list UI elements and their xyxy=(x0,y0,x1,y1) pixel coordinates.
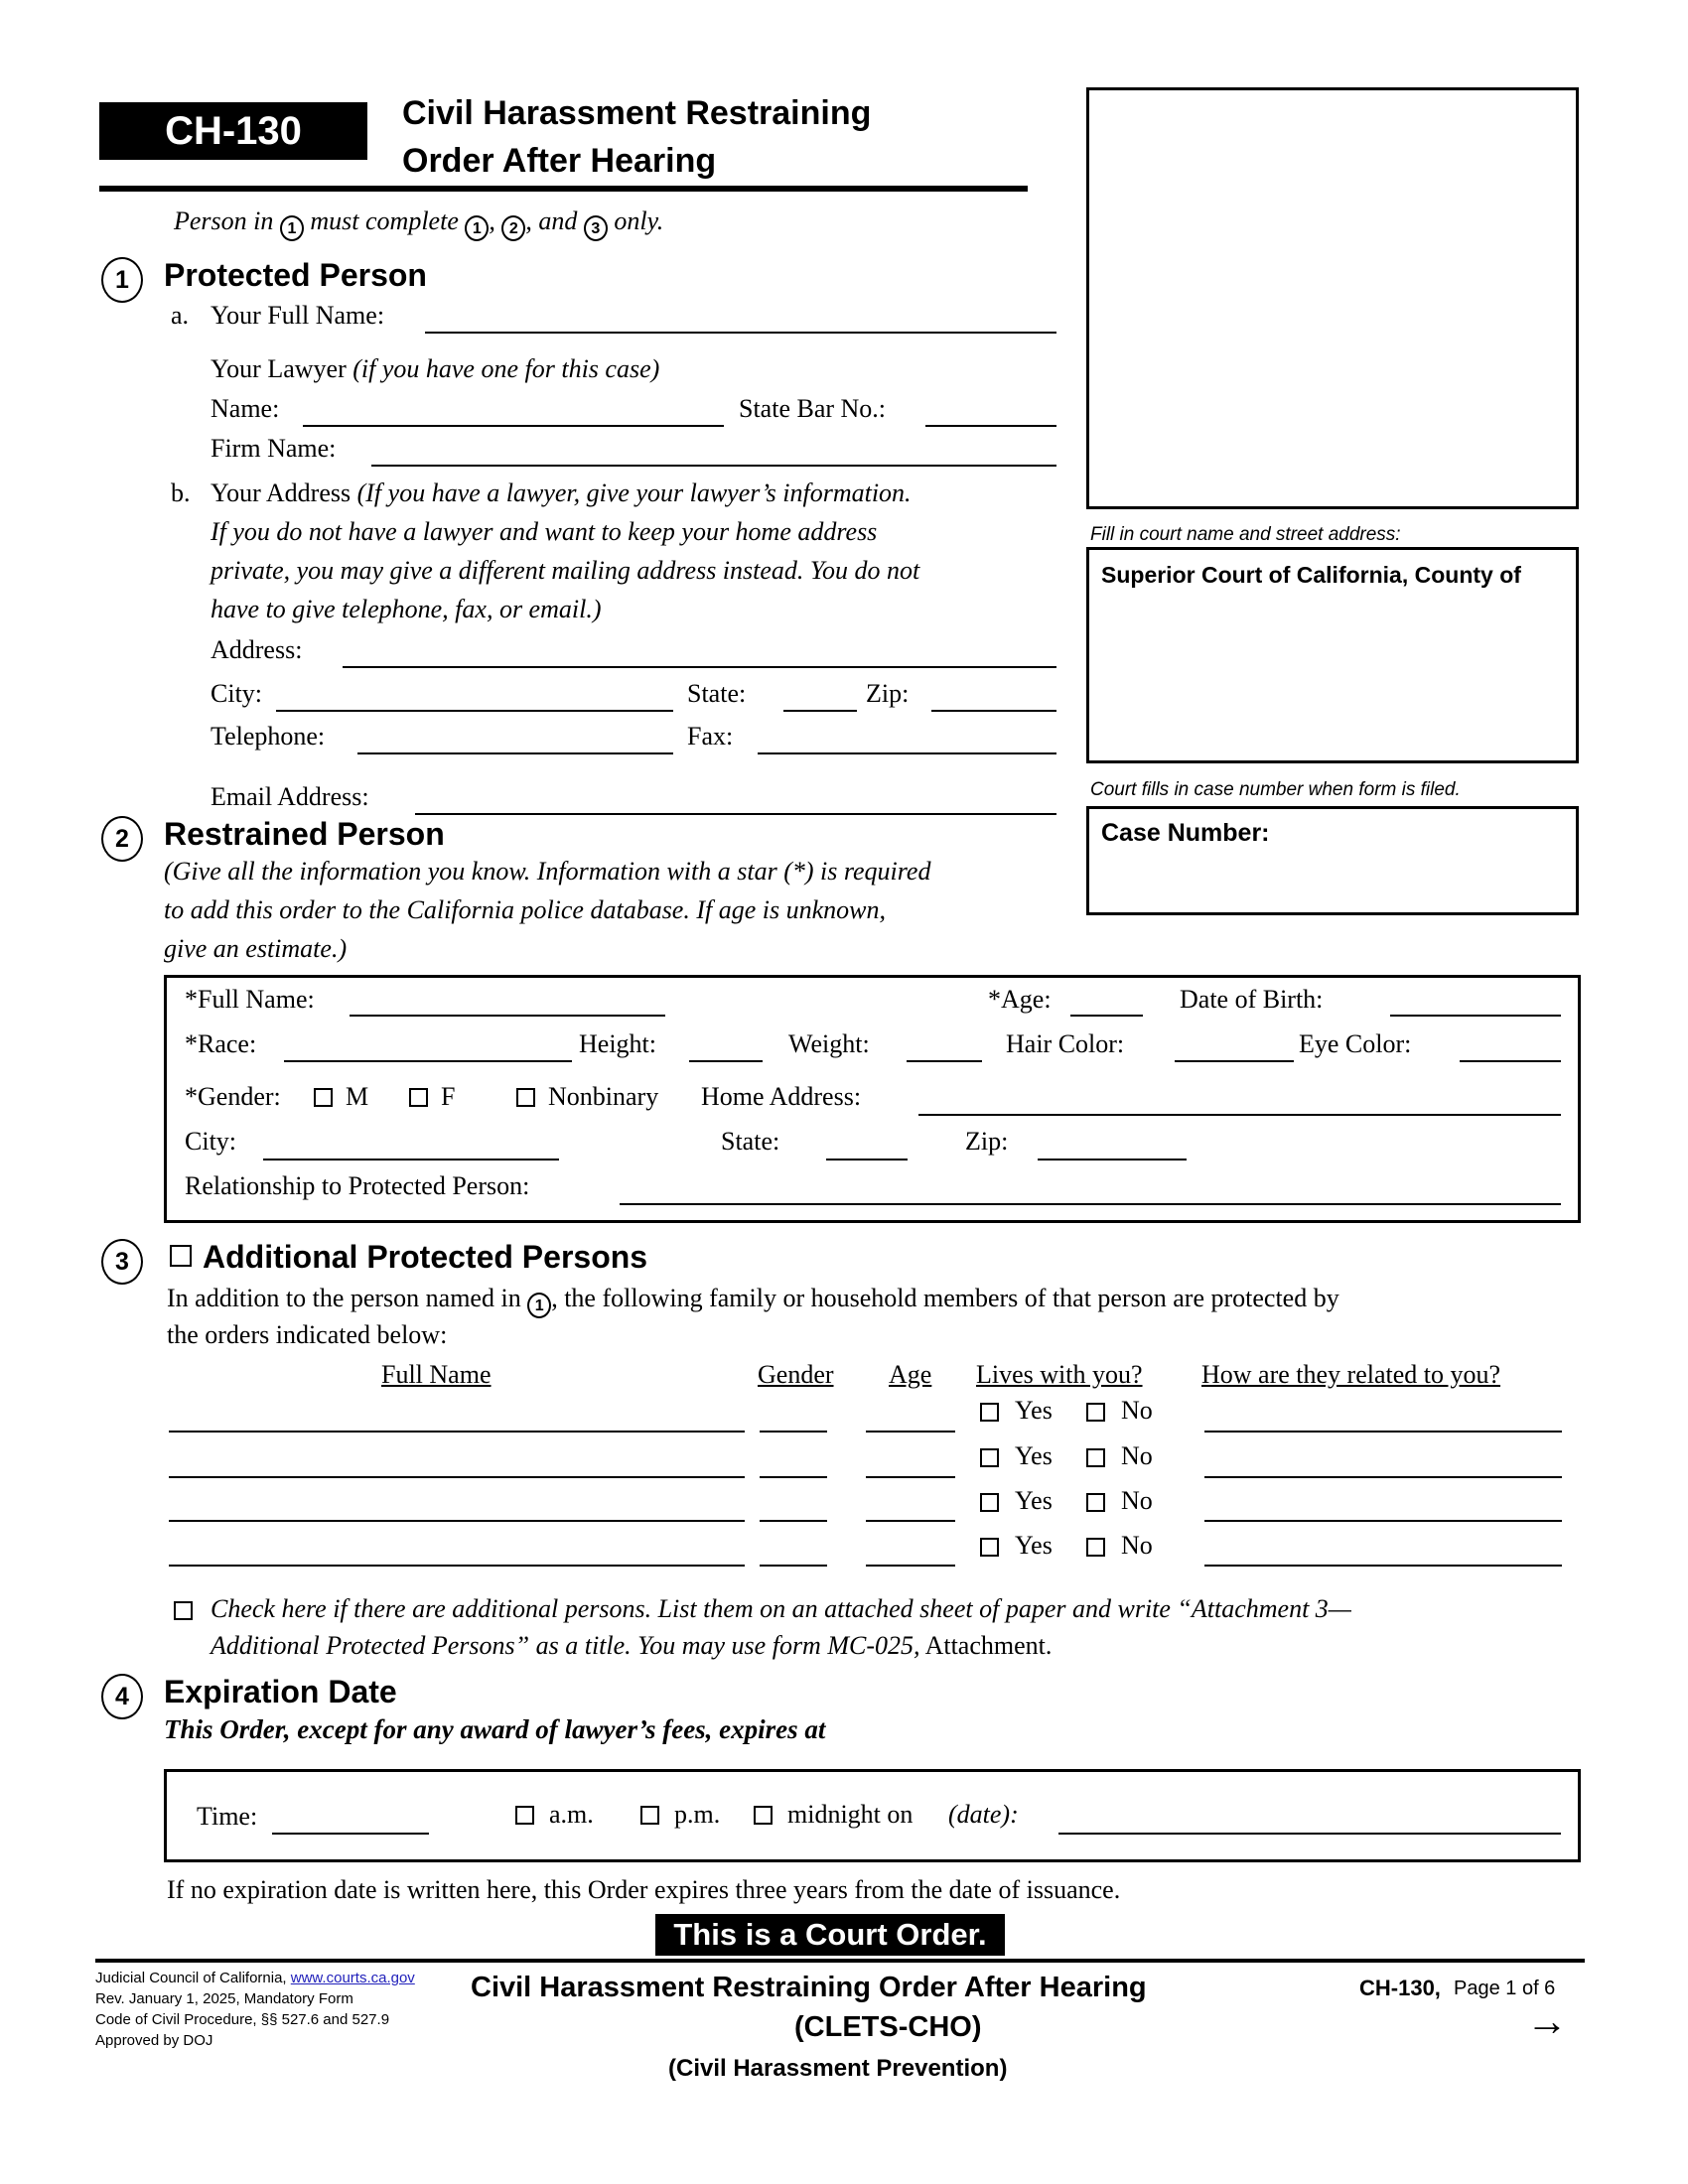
am-checkbox[interactable] xyxy=(515,1806,534,1825)
no-expiration-note: If no expiration date is written here, this Order expires three years from the date of issuance. xyxy=(167,1875,1121,1904)
header-divider xyxy=(99,186,1028,192)
footer-page-number: Page 1 of 6 xyxy=(1454,1978,1556,1999)
section-2-note-line2: to add this order to the California police database. If age is unknown, xyxy=(164,895,886,924)
restrained-hair-color-label: Hair Color: xyxy=(1006,1029,1125,1058)
row4-related-input[interactable] xyxy=(1204,1565,1562,1567)
col-header-age: Age xyxy=(889,1360,932,1389)
row1-gender-input[interactable] xyxy=(760,1431,827,1433)
zip-label: Zip: xyxy=(866,679,910,708)
pm-checkbox[interactable] xyxy=(640,1806,659,1825)
firm-name-input[interactable] xyxy=(371,465,1056,467)
circled-number-1a: 1 xyxy=(280,215,304,241)
section-3-heading: Additional Protected Persons xyxy=(203,1239,648,1275)
city-label: City: xyxy=(211,679,263,708)
address-note-line3: private, you may give a different mailing address instead. You do not xyxy=(211,556,920,585)
restrained-gender-label: *Gender: xyxy=(185,1082,281,1111)
restrained-eye-color-label: Eye Color: xyxy=(1299,1029,1412,1058)
row3-full-name-input[interactable] xyxy=(169,1520,745,1522)
restrained-weight-label: Weight: xyxy=(788,1029,870,1058)
restrained-weight-input[interactable] xyxy=(907,1060,982,1062)
court-name-box[interactable] xyxy=(1086,547,1579,763)
restrained-age-label: *Age: xyxy=(988,985,1052,1014)
restrained-height-input[interactable] xyxy=(689,1060,763,1062)
court-order-banner: This is a Court Order. xyxy=(655,1914,1005,1956)
case-number-label: Case Number: xyxy=(1101,819,1270,847)
pm-label: p.m. xyxy=(674,1800,721,1829)
row1-age-input[interactable] xyxy=(866,1431,955,1433)
state-input[interactable] xyxy=(783,710,857,712)
gender-female-label: F xyxy=(441,1082,456,1111)
lawyer-label-group xyxy=(211,354,659,384)
circled-number-1-inline: 1 xyxy=(527,1293,551,1318)
form-number-text: CH-130 xyxy=(165,109,302,153)
footer-legal-line1 xyxy=(95,1970,415,1986)
col-header-related: How are they related to you? xyxy=(1201,1360,1501,1389)
row1-lives-yes-checkbox[interactable] xyxy=(980,1403,999,1422)
email-input[interactable] xyxy=(415,813,1056,815)
address-input[interactable] xyxy=(343,666,1056,668)
row1-full-name-input[interactable] xyxy=(169,1431,745,1433)
firm-name-label: Firm Name: xyxy=(211,434,337,463)
full-name-label: Your Full Name: xyxy=(211,301,385,330)
section-4-number: 4 xyxy=(101,1674,143,1719)
circled-number-2: 2 xyxy=(501,215,525,241)
am-label: a.m. xyxy=(549,1800,594,1829)
instruction-prefix: Person in xyxy=(174,206,274,235)
restrained-state-label: State: xyxy=(721,1127,780,1156)
restrained-race-label: *Race: xyxy=(185,1029,257,1058)
expiration-time-input[interactable] xyxy=(272,1833,429,1835)
restrained-city-input[interactable] xyxy=(263,1159,559,1160)
state-bar-input[interactable] xyxy=(925,425,1056,427)
lawyer-name-label: Name: xyxy=(211,394,280,423)
restrained-home-address-label: Home Address: xyxy=(701,1082,862,1111)
footer-legal-prefix: Judicial Council of California, xyxy=(95,1970,291,1986)
case-number-note: Court fills in case number when form is filed. xyxy=(1090,779,1461,800)
page-title-line1: Civil Harassment Restraining xyxy=(402,94,872,132)
instruction-middle: must complete xyxy=(310,206,459,235)
restrained-age-input[interactable] xyxy=(1070,1015,1143,1017)
restrained-height-label: Height: xyxy=(579,1029,656,1058)
gender-female-checkbox[interactable] xyxy=(409,1088,428,1107)
instruction-line xyxy=(174,206,663,241)
row3-age-input[interactable] xyxy=(866,1520,955,1522)
state-bar-label: State Bar No.: xyxy=(739,394,887,423)
row3-gender-input[interactable] xyxy=(760,1520,827,1522)
section-3-intro-line2: the orders indicated below: xyxy=(167,1320,448,1349)
restrained-state-input[interactable] xyxy=(826,1159,908,1160)
court-name-note: Fill in court name and street address: xyxy=(1090,524,1401,545)
intro-post: , the following family or household members of that person are protected by xyxy=(551,1284,1339,1312)
gender-nonbinary-label: Nonbinary xyxy=(548,1082,659,1111)
row2-lives-yes-checkbox[interactable] xyxy=(980,1448,999,1467)
restrained-hair-color-input[interactable] xyxy=(1175,1060,1294,1062)
row2-lives-no-checkbox[interactable] xyxy=(1086,1448,1105,1467)
section-1b-marker: b. xyxy=(171,478,191,507)
row2-related-input[interactable] xyxy=(1204,1476,1562,1478)
row1-related-input[interactable] xyxy=(1204,1431,1562,1433)
section-2-note-line1: (Give all the information you know. Information with a star (*) is required xyxy=(164,857,931,886)
section-1-heading: Protected Person xyxy=(164,257,427,293)
footer-legal-line4: Approved by DOJ xyxy=(95,2032,213,2049)
row4-age-input[interactable] xyxy=(866,1565,955,1567)
next-page-arrow-icon: → xyxy=(1526,1997,1568,2044)
row2-full-name-input[interactable] xyxy=(169,1476,745,1478)
clerk-stamp-box[interactable] xyxy=(1086,87,1579,509)
full-name-input[interactable] xyxy=(425,332,1056,334)
circled-number-1b: 1 xyxy=(465,215,489,241)
state-label: State: xyxy=(687,679,747,708)
midnight-label: midnight on xyxy=(787,1800,914,1829)
row4-full-name-input[interactable] xyxy=(169,1565,745,1567)
attachment-note-line1: Check here if there are additional persons. List them on an attached sheet of paper and write “Attachment 3— xyxy=(211,1594,1351,1623)
restrained-full-name-label: *Full Name: xyxy=(185,985,315,1014)
telephone-input[interactable] xyxy=(357,752,673,754)
section-4-heading: Expiration Date xyxy=(164,1674,397,1709)
case-number-box[interactable] xyxy=(1086,806,1579,915)
row4-lives-no-checkbox[interactable] xyxy=(1086,1538,1105,1557)
col-header-full-name: Full Name xyxy=(381,1360,492,1389)
row1-yes-label: Yes xyxy=(1015,1396,1053,1425)
instruction-suffix: only. xyxy=(614,206,664,235)
footer-title-line2: (CLETS-CHO) xyxy=(794,2011,982,2043)
intro-pre: In addition to the person named in xyxy=(167,1284,521,1312)
row3-yes-label: Yes xyxy=(1015,1486,1053,1515)
row3-no-label: No xyxy=(1121,1486,1153,1515)
footer-form-number: CH-130, xyxy=(1359,1976,1441,2000)
expiration-date-input[interactable] xyxy=(1058,1833,1561,1835)
court-name-value: Superior Court of California, County of xyxy=(1101,562,1521,588)
address-note-line2: If you do not have a lawyer and want to keep your home address xyxy=(211,517,878,546)
section-4-subheading: This Order, except for any award of lawyer’s fees, expires at xyxy=(164,1714,826,1744)
fax-input[interactable] xyxy=(758,752,1056,754)
additional-protected-persons-checkbox[interactable] xyxy=(170,1245,192,1267)
row3-lives-no-checkbox[interactable] xyxy=(1086,1493,1105,1512)
restrained-home-address-input[interactable] xyxy=(918,1114,1561,1116)
row1-lives-no-checkbox[interactable] xyxy=(1086,1403,1105,1422)
instruction-and: , and xyxy=(525,206,578,235)
address-note-line4: have to give telephone, fax, or email.) xyxy=(211,595,602,623)
lawyer-name-input[interactable] xyxy=(303,425,724,427)
restrained-dob-input[interactable] xyxy=(1390,1015,1561,1017)
address-heading: Your Address (If you have a lawyer, give your lawyer’s information. xyxy=(211,478,912,507)
section-2-number: 2 xyxy=(101,816,143,862)
row4-yes-label: Yes xyxy=(1015,1531,1053,1560)
row2-age-input[interactable] xyxy=(866,1476,955,1478)
email-label: Email Address: xyxy=(211,782,369,811)
telephone-label: Telephone: xyxy=(211,722,326,751)
gender-male-label: M xyxy=(346,1082,369,1111)
attachment-note-line2 xyxy=(211,1631,1052,1661)
restrained-city-label: City: xyxy=(185,1127,237,1156)
footer-legal-line2: Rev. January 1, 2025, Mandatory Form xyxy=(95,1990,353,2007)
attachment-note-italic: Additional Protected Persons” as a title. You may use form MC-025, xyxy=(211,1631,920,1660)
restrained-dob-label: Date of Birth: xyxy=(1180,985,1324,1014)
restrained-eye-color-input[interactable] xyxy=(1460,1060,1561,1062)
lawyer-label: Your Lawyer xyxy=(211,354,347,383)
restrained-zip-label: Zip: xyxy=(965,1127,1009,1156)
form-number-badge xyxy=(99,102,367,160)
section-2-heading: Restrained Person xyxy=(164,816,445,852)
gender-male-checkbox[interactable] xyxy=(314,1088,333,1107)
row3-related-input[interactable] xyxy=(1204,1520,1562,1522)
row4-no-label: No xyxy=(1121,1531,1153,1560)
row2-no-label: No xyxy=(1121,1441,1153,1470)
zip-input[interactable] xyxy=(931,710,1056,712)
restrained-relationship-input[interactable] xyxy=(620,1203,1561,1205)
expiration-time-label: Time: xyxy=(197,1802,258,1831)
page-title-line2: Order After Hearing xyxy=(402,142,717,180)
row4-gender-input[interactable] xyxy=(760,1565,827,1567)
expiration-date-sublabel: (date): xyxy=(948,1800,1019,1829)
restrained-race-input[interactable] xyxy=(284,1060,572,1062)
footer-divider xyxy=(95,1959,1585,1963)
footer-legal-line3: Code of Civil Procedure, §§ 527.6 and 527.9 xyxy=(95,2011,390,2028)
attachment-note-plain: Attachment. xyxy=(924,1631,1053,1660)
row3-lives-yes-checkbox[interactable] xyxy=(980,1493,999,1512)
row4-lives-yes-checkbox[interactable] xyxy=(980,1538,999,1557)
courts-website-link[interactable]: www.courts.ca.gov xyxy=(290,1970,415,1986)
section-1a-marker: a. xyxy=(171,301,190,330)
midnight-checkbox[interactable] xyxy=(754,1806,773,1825)
attachment-checkbox[interactable] xyxy=(174,1601,193,1620)
restrained-relationship-label: Relationship to Protected Person: xyxy=(185,1171,530,1200)
section-3-intro-line1 xyxy=(167,1284,1339,1318)
gender-nonbinary-checkbox[interactable] xyxy=(516,1088,535,1107)
city-input[interactable] xyxy=(276,710,673,712)
circled-number-3: 3 xyxy=(584,215,608,241)
lawyer-note: (if you have one for this case) xyxy=(352,354,660,383)
row2-gender-input[interactable] xyxy=(760,1476,827,1478)
section-3-number: 3 xyxy=(101,1239,143,1285)
fax-label: Fax: xyxy=(687,722,734,751)
col-header-lives-with-you: Lives with you? xyxy=(976,1360,1143,1389)
footer-title-line3: (Civil Harassment Prevention) xyxy=(668,2055,1008,2082)
col-header-gender: Gender xyxy=(758,1360,834,1389)
section-2-note-line3: give an estimate.) xyxy=(164,934,348,963)
restrained-full-name-input[interactable] xyxy=(350,1015,665,1017)
row2-yes-label: Yes xyxy=(1015,1441,1053,1470)
footer-title-line1: Civil Harassment Restraining Order After Hearing xyxy=(471,1972,1147,2003)
address-note-line1: (If you have a lawyer, give your lawyer’s information. xyxy=(356,478,912,507)
section-1-number: 1 xyxy=(101,257,143,303)
restrained-zip-input[interactable] xyxy=(1038,1159,1187,1160)
row1-no-label: No xyxy=(1121,1396,1153,1425)
instruction-comma: , xyxy=(489,206,495,235)
address-label: Address: xyxy=(211,635,303,664)
